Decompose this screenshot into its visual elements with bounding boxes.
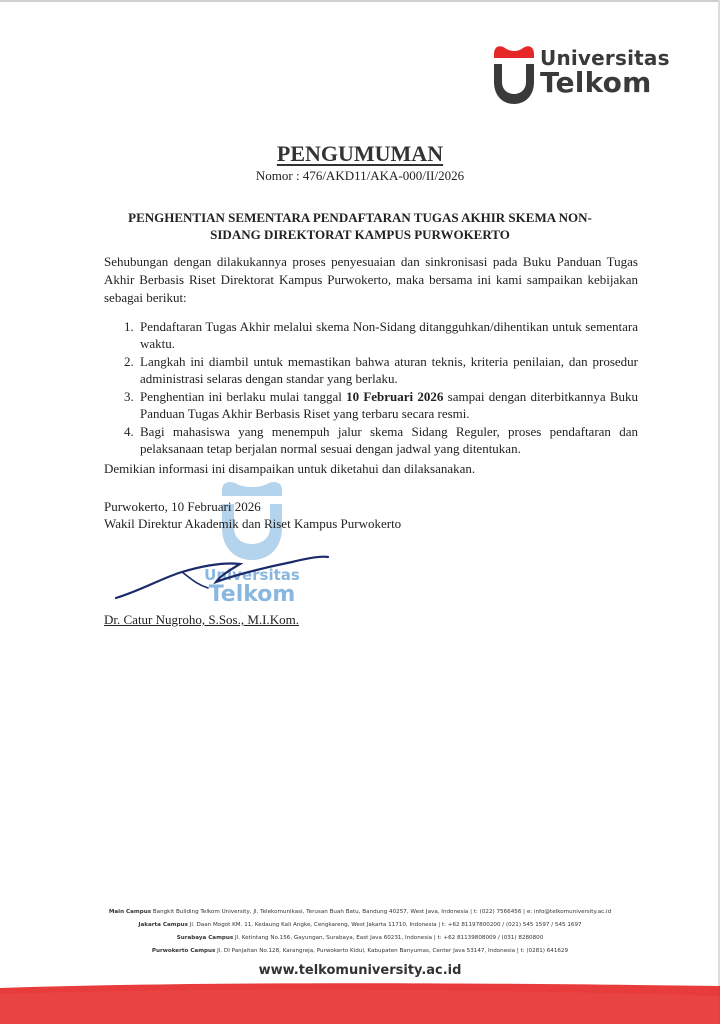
logo-text-universitas: Universitas — [540, 46, 670, 70]
footer-red-swoosh — [0, 982, 720, 1024]
footer-main-campus — [0, 909, 720, 915]
closing-paragraph: Demikian informasi ini disampaikan untuk diketahui dan dilaksanakan. — [104, 461, 476, 476]
list-item — [104, 318, 638, 352]
list-item-text: Pendaftaran Tugas Akhir melalui skema Non-Sidang ditangguhkan/dihentikan untuk sementara waktu. — [140, 319, 638, 351]
signing-date: Purwokerto, 10 Februari 2026 — [104, 499, 261, 514]
footer-main-text: Bangkit Building Telkom University, Jl. Telekomunikasi, Terusan Buah Batu, Bandung 40257, West Java, Indonesia | t: (022) 7566456 | e: info@telkomuniversity.ac.id — [151, 909, 612, 915]
list-item — [104, 423, 638, 457]
footer-surabaya-campus — [0, 935, 720, 941]
stamp-text-universitas: Universitas — [204, 566, 300, 584]
announcement-subject — [110, 209, 610, 243]
handwritten-signature — [112, 548, 332, 608]
list-item-number: 3. — [124, 389, 134, 404]
list-item-text-after: sampai dengan diterbitkannya Buku Panduan Tugas Akhir Berbasis Riset yang terbaru secara resmi. — [140, 389, 639, 421]
footer-jakarta-campus — [0, 922, 720, 928]
footer-main-label: Main Campus — [108, 909, 152, 915]
list-item-number: 1. — [124, 319, 134, 334]
list-item-text: Bagi mahasiswa yang menempuh jalur skema Sidang Reguler, proses pendaftaran dan pelaksanaan tetap berjalan normal sesuai dengan jadwal yang ditentukan. — [140, 424, 638, 456]
subject-line-2: SIDANG DIREKTORAT KAMPUS PURWOKERTO — [210, 227, 510, 242]
list-item — [104, 353, 638, 387]
logo-text-telkom: Telkom — [540, 66, 652, 99]
stamp-text-telkom: Telkom — [208, 582, 296, 607]
list-item-number: 4. — [124, 424, 134, 439]
announcement-number: Nomor : 476/AKD11/AKA-000/II/2026 — [255, 168, 465, 183]
footer-surabaya-text: Jl. Ketintang No.156, Gayungan, Surabaya, East Java 60231, Indonesia | t: +62 81139808009 / (031) 8280800 — [233, 935, 544, 941]
signer-role: Wakil Direktur Akademik dan Riset Kampus Purwokerto — [104, 516, 402, 531]
subject-line-1: PENGHENTIAN SEMENTARA PENDAFTARAN TUGAS AKHIR SKEMA NON- — [128, 210, 592, 225]
list-item-text: Langkah ini diambil untuk memastikan bahwa aturan teknis, kriteria penilaian, dan prosedur administrasi selaras dengan standar yang berlaku. — [140, 354, 638, 386]
telkom-logo-icon — [492, 44, 536, 106]
announcement-title: PENGUMUMAN — [276, 141, 444, 166]
footer-website: www.telkomuniversity.ac.id — [258, 963, 462, 978]
footer-purwokerto-text: Jl. DI Panjaitan No.128, Karangreja, Purwokerto Kidul, Kabupaten Banyumas, Center Java 53147, Indonesia | t: (0281) 641629 — [215, 948, 569, 954]
list-item-text-before: Penghentian ini berlaku mulai tanggal — [140, 389, 347, 404]
footer-purwokerto-campus — [0, 948, 720, 954]
list-item-number: 2. — [124, 354, 134, 369]
page-top-border — [0, 0, 720, 2]
effective-date: 10 Februari 2026 — [346, 389, 444, 404]
list-item — [104, 388, 638, 422]
footer-jakarta-text: Jl. Daan Mogot KM. 11, Kedaung Kali Angke, Cengkareng, West Jakarta 11710, Indonesia | t: +62 81197800200 / (021) 545 1597 / 545 1697 — [187, 922, 582, 928]
footer-purwokerto-label: Purwokerto Campus — [151, 948, 216, 954]
intro-paragraph: Sehubungan dengan dilakukannya proses penyesuaian dan sinkronisasi pada Buku Panduan Tugas Akhir Berbasis Riset Direktorat Kampus Purwokerto, maka bersama ini kami sampaikan kebijakan sebagai berikut: — [104, 254, 638, 305]
signer-name: Dr. Catur Nugroho, S.Sos., M.I.Kom. — [104, 612, 300, 627]
footer-jakarta-label: Jakarta Campus — [138, 922, 188, 928]
footer-surabaya-label: Surabaya Campus — [176, 935, 234, 941]
university-logo — [492, 44, 672, 106]
policy-list — [104, 318, 638, 458]
